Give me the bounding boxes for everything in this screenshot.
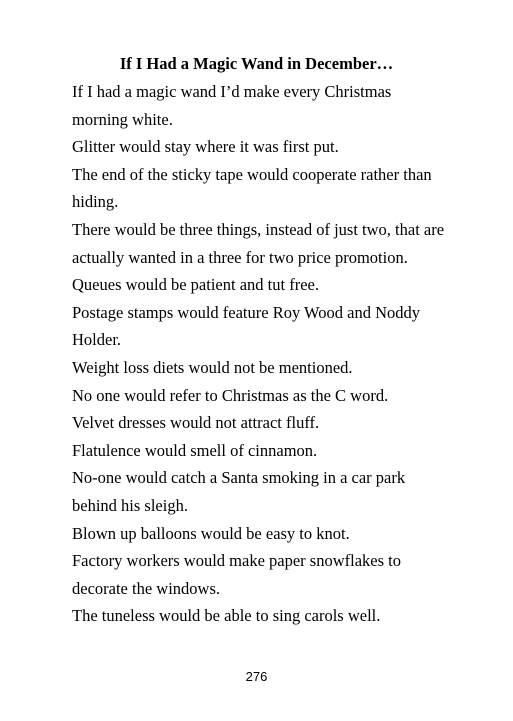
poem-line: Velvet dresses would not attract fluff. [72,413,320,433]
poem-line: Postage stamps would feature Roy Wood and Noddy [72,302,421,322]
poem-line: morning white. [72,109,173,129]
poem-line: Flatulence would smell of cinnamon. [72,440,318,460]
poem-line: actually wanted in a three for two price promotion. [72,247,408,267]
poem-title: If I Had a Magic Wand in December… [119,54,394,73]
poem-line: There would be three things, instead of just two, that are [72,219,445,239]
poem-line: Holder. [72,330,122,350]
poem-line: behind his sleigh. [72,495,188,515]
poem-line: Blown up balloons would be easy to knot. [72,523,350,543]
poem-line: Factory workers would make paper snowflakes to [72,551,401,571]
poem-line: No-one would catch a Santa smoking in a car park [72,468,406,488]
poem-body [72,78,492,630]
poem-line: The tuneless would be able to sing carols well. [72,606,381,626]
poem-line: Weight loss diets would not be mentioned. [72,357,353,377]
poem-line: The end of the sticky tape would cooperate rather than [72,164,432,184]
poem-line: If I had a magic wand I’d make every Christmas [72,82,392,101]
poem-line: Glitter would stay where it was first put. [72,137,339,157]
poem-line: decorate the windows. [72,578,220,598]
poem-line: Queues would be patient and tut free. [72,275,319,295]
page-number: 276 [245,669,268,684]
poem-line: No one would refer to Christmas as the C word. [72,385,389,405]
poem-line: hiding. [72,192,119,212]
